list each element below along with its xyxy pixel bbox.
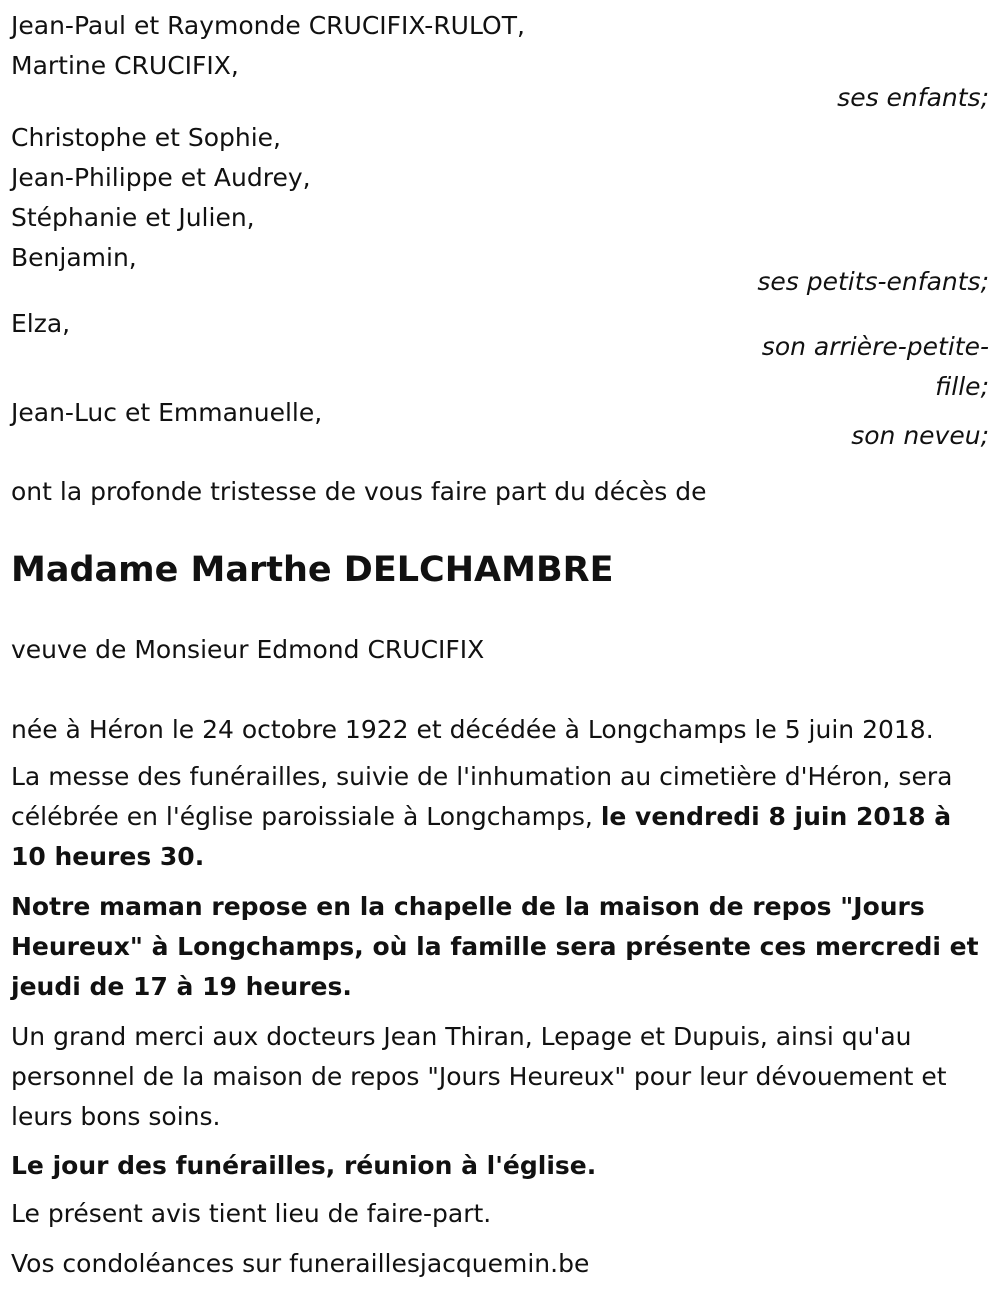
family-children-2: Martine CRUCIFIX, [11,51,239,80]
grandchildren-role: ses petits-enfants; [757,267,989,296]
family-nephew: Jean-Luc et Emmanuelle, [11,398,323,427]
funeral-text: La messe des funérailles, suivie de l'inhumation au cimetière d'Héron, sera célébrée en l'église paroissiale à Longchamps, [11,762,953,831]
family-grandchildren-4: Benjamin, [11,243,137,272]
funeral-paragraph [11,757,989,877]
family-grandchildren-2: Jean-Philippe et Audrey, [11,163,311,192]
deceased-name: Madame Marthe DELCHAMBRE [11,550,614,590]
family-grandchildren-3: Stéphanie et Julien, [11,203,255,232]
rest-notice-text: Notre maman repose en la chapelle de la maison de repos "Jours Heureux" à Longchamps, où la famille sera présente ces mercredi et jeudi de 17 à 19 heures. [11,892,979,1001]
rest-notice [11,887,989,1007]
great-grandchild-role-2: fille; [935,372,989,401]
nephew-role: son neveu; [851,421,989,450]
meeting-text: Le jour des funérailles, réunion à l'église. [11,1151,597,1180]
family-great-grandchild: Elza, [11,309,71,338]
thanks-text: Un grand merci aux docteurs Jean Thiran, Lepage et Dupuis, ainsi qu'au personnel de la maison de repos "Jours Heureux" pour leur dévouement et leurs bons soins. [11,1022,947,1131]
children-role: ses enfants; [837,83,989,112]
family-grandchildren-1: Christophe et Sophie, [11,123,281,152]
birth-death-text: née à Héron le 24 octobre 1922 et décédée à Longchamps le 5 juin 2018. [11,715,934,744]
funeral-date: le vendredi 8 juin 2018 à 10 heures 30. [11,802,952,871]
announcement-text: ont la profonde tristesse de vous faire part du décès de [11,477,707,506]
notice-note: Le présent avis tient lieu de faire-part. [11,1199,492,1228]
meeting-notice [11,1146,989,1186]
great-grandchild-role-1: son arrière-petite- [761,332,989,361]
condolences-text: Vos condoléances sur funeraillesjacquemin.be [11,1249,590,1278]
widow-of-text: veuve de Monsieur Edmond CRUCIFIX [11,635,485,664]
obituary-notice [11,6,989,1284]
family-children-1: Jean-Paul et Raymonde CRUCIFIX-RULOT, [11,11,525,40]
